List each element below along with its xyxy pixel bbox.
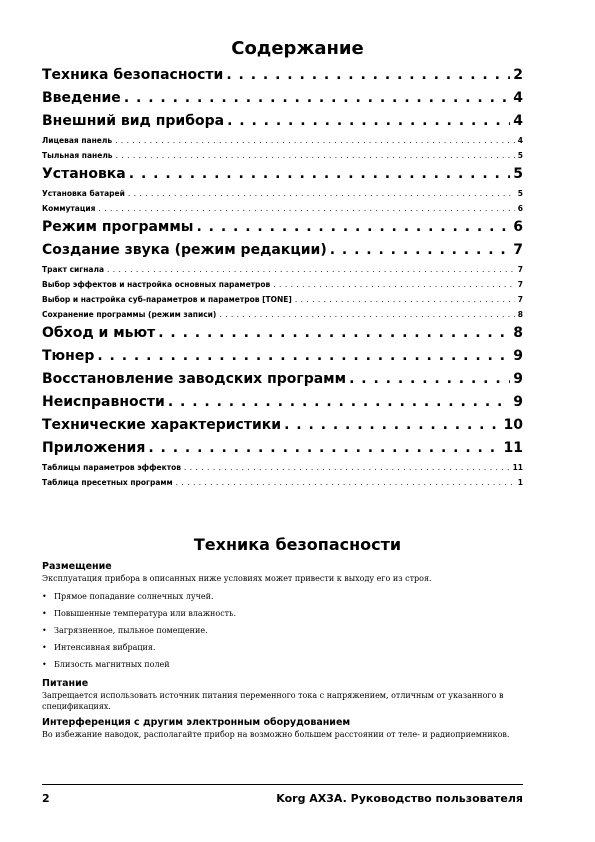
list-item: • Интенсивная вибрация. bbox=[42, 639, 512, 656]
list-item: • Прямое попадание солнечных лучей. bbox=[42, 588, 512, 605]
toc-entry-safety[interactable]: Техника безопасности . . . 2 bbox=[42, 64, 523, 87]
bullet-icon: • bbox=[42, 660, 47, 669]
toc-entry-specifications[interactable]: Технические характеристики . . . 10 bbox=[42, 414, 523, 437]
toc-entry-appendices[interactable]: Приложения . . . 11 bbox=[42, 437, 523, 460]
toc-leader bbox=[184, 460, 510, 475]
toc-leader bbox=[107, 262, 515, 277]
toc-leader bbox=[97, 345, 510, 368]
toc-leader bbox=[295, 292, 515, 307]
toc-entry-batteries[interactable]: Установка батарей . . . 5 bbox=[42, 186, 523, 201]
page-footer bbox=[42, 792, 523, 805]
toc-entry-signal-path[interactable]: Тракт сигнала . . . 7 bbox=[42, 262, 523, 277]
toc-entry-sound-creation[interactable]: Создание звука (режим редакции) . . . 7 bbox=[42, 239, 523, 262]
power-section bbox=[42, 677, 512, 712]
toc-leader bbox=[284, 414, 500, 437]
toc-entry-appearance[interactable]: Внешний вид прибора . . . 4 bbox=[42, 110, 523, 133]
toc-leader bbox=[273, 277, 515, 292]
toc-leader bbox=[128, 186, 515, 201]
toc-leader bbox=[116, 148, 515, 163]
toc-leader bbox=[226, 64, 510, 87]
list-item: • Близость магнитных полей bbox=[42, 656, 512, 673]
toc-entry-connections[interactable]: Коммутация . . . 6 bbox=[42, 201, 523, 216]
toc-entry-program-mode[interactable]: Режим программы . . . 6 bbox=[42, 216, 523, 239]
list-item: • Загрязненное, пыльное помещение. bbox=[42, 622, 512, 639]
page-number: 2 bbox=[42, 792, 50, 805]
toc-entry-introduction[interactable]: Введение . . . 4 bbox=[42, 87, 523, 110]
interference-heading: Интерференция с другим электронным оборудованием bbox=[42, 717, 351, 728]
placement-heading: Размещение bbox=[42, 561, 112, 572]
placement-intro: Эксплуатация прибора в описанных ниже условиях может привести к выходу его из строя. bbox=[42, 574, 432, 583]
toc-entry-preset-table[interactable]: Таблица пресетных программ . . . 1 bbox=[42, 475, 523, 490]
power-text: Запрещается использовать источник питания переменного тока с напряжением, отличным от указанного в спецификациях. bbox=[42, 691, 504, 711]
toc-entry-troubleshooting[interactable]: Неисправности . . . 9 bbox=[42, 391, 523, 414]
bullet-icon: • bbox=[42, 609, 47, 618]
toc-leader bbox=[168, 391, 510, 414]
placement-section bbox=[42, 560, 512, 673]
toc-entry-effect-selection[interactable]: Выбор эффектов и настройка основных параметров . . . 7 bbox=[42, 277, 523, 292]
toc-entry-front-panel[interactable]: Лицевая панель . . . 4 bbox=[42, 133, 523, 148]
toc-entry-effect-tables[interactable]: Таблицы параметров эффектов . . . 11 bbox=[42, 460, 523, 475]
bullet-icon: • bbox=[42, 626, 47, 635]
toc-leader bbox=[176, 475, 515, 490]
safety-title: Техника безопасности bbox=[193, 535, 402, 554]
toc-leader bbox=[115, 133, 515, 148]
toc-entry-saving-program[interactable]: Сохранение программы (режим записи) . . . 8 bbox=[42, 307, 523, 322]
toc-entry-rear-panel[interactable]: Тыльная панель . . . 5 bbox=[42, 148, 523, 163]
toc-entry-tuner[interactable]: Тюнер . . . 9 bbox=[42, 345, 523, 368]
toc-leader bbox=[219, 307, 514, 322]
toc-leader bbox=[148, 437, 500, 460]
toc-leader bbox=[227, 110, 510, 133]
toc-leader bbox=[196, 216, 510, 239]
placement-list bbox=[42, 588, 512, 673]
toc-leader bbox=[158, 322, 510, 345]
toc-leader bbox=[349, 368, 510, 391]
bullet-icon: • bbox=[42, 643, 47, 652]
toc-leader bbox=[98, 201, 514, 216]
toc-entry-factory-restore[interactable]: Восстановление заводских программ . . . 9 bbox=[42, 368, 523, 391]
toc-leader bbox=[330, 239, 511, 262]
table-of-contents bbox=[42, 64, 523, 490]
safety-section bbox=[42, 560, 512, 744]
toc-leader bbox=[124, 87, 510, 110]
toc-leader bbox=[129, 163, 510, 186]
list-item: • Повышенные температура или влажность. bbox=[42, 605, 512, 622]
toc-entry-bypass-mute[interactable]: Обход и мьют . . . 8 bbox=[42, 322, 523, 345]
manual-title: Korg AX3A. Руководство пользователя bbox=[276, 792, 523, 805]
bullet-icon: • bbox=[42, 592, 47, 601]
interference-section bbox=[42, 716, 512, 740]
toc-entry-setup[interactable]: Установка . . . 5 bbox=[42, 163, 523, 186]
power-heading: Питание bbox=[42, 678, 89, 689]
footer-divider bbox=[42, 784, 523, 785]
interference-text: Во избежание наводок, располагайте прибор на возможно большем расстоянии от теле- и радиоприемников. bbox=[42, 730, 510, 739]
toc-entry-sub-parameters[interactable]: Выбор и настройка суб-параметров и параметров [TONE] . . . 7 bbox=[42, 292, 523, 307]
toc-title: Содержание bbox=[231, 38, 364, 59]
